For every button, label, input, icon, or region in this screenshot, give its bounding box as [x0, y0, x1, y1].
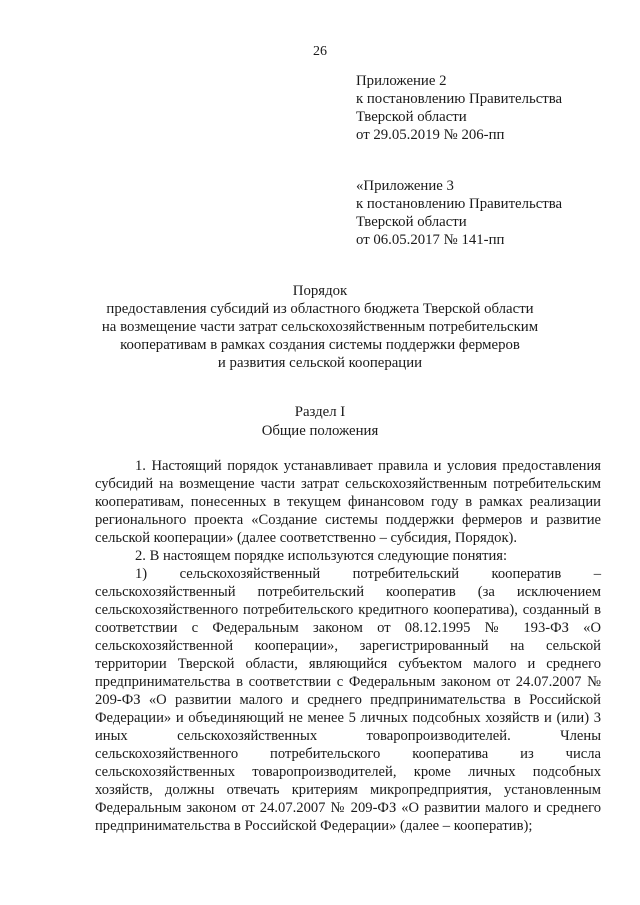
appendix-stamp-line: Приложение 2: [356, 73, 447, 89]
paragraph: 1) сельскохозяйственный потребительский кооператив – сельскохозяйственный потребительский кооператив (за исключением сельскохозяйственного потребительского кредитного кооператива), созданный в соответствии с Федеральным законом от 08.12.1995 № 193-ФЗ «О сельскохозяйственной кооперации», зарегистрированный на сельской территории Тверской области, являющийся субъектом малого и среднего предпринимательства в соответствии с Федеральным законом от 24.07.2007 № 209-ФЗ «О развитии малого и среднего предпринимательства в Российской Федерации» и объединяющий не менее 5 личных подсобных хозяйств и (или) 3 иных сельскохозяйственных товаропроизводителей. Члены сельскохозяйственного потребительского кооператива из числа сельскохозяйственных товаропроизводителей, кроме личных подсобных хозяйств, должны отвечать критериям микропредприятия, установленным Федеральным законом от 24.07.2007 № 209-ФЗ «О развитии малого и среднего предпринимательства в Российской Федерации» (далее – кооператив);: [95, 566, 601, 834]
appendix-stamp-line: от 29.05.2019 № 206-пп: [356, 127, 505, 143]
page-number: 26: [313, 44, 327, 59]
document-title: [60, 282, 580, 372]
document-title-line: и развития сельской кооперации: [217, 355, 423, 371]
appendix-stamp-line: к постановлению Правительства: [356, 91, 563, 107]
appendix-stamp-line: от 06.05.2017 № 141-пп: [356, 232, 505, 248]
appendix-stamp-current: [356, 72, 626, 144]
document-title-line: кооперативам в рамках создания системы поддержки фермеров: [120, 337, 520, 353]
appendix-stamp-line: к постановлению Правительства: [356, 196, 563, 212]
section-name: Общие положения: [261, 423, 379, 439]
document-title-heading: Порядок: [292, 283, 348, 299]
appendix-stamp-line: Тверской области: [356, 214, 467, 230]
paragraph: 1. Настоящий порядок устанавливает правила и условия предоставления субсидий на возмещение части затрат сельскохозяйственным потребительским кооперативам, понесенных в текущем финансовом году в рамках реализации регионального проекта «Создание системы поддержки фермеров и развитие сельской кооперации» (далее соответственно – субсидия, Порядок).: [95, 458, 601, 546]
document-title-line: предоставления субсидий из областного бюджета Тверской области: [106, 301, 534, 317]
paragraph: 2. В настоящем порядке используются следующие понятия:: [135, 548, 508, 564]
document-title-line: на возмещение части затрат сельскохозяйственным потребительским: [101, 319, 539, 335]
appendix-stamp-line: Тверской области: [356, 109, 467, 125]
section-heading: [60, 403, 580, 441]
document-body: [95, 457, 601, 835]
appendix-stamp-line: «Приложение 3: [356, 178, 454, 194]
section-number: Раздел I: [294, 404, 346, 420]
appendix-stamp-original: [356, 177, 626, 249]
